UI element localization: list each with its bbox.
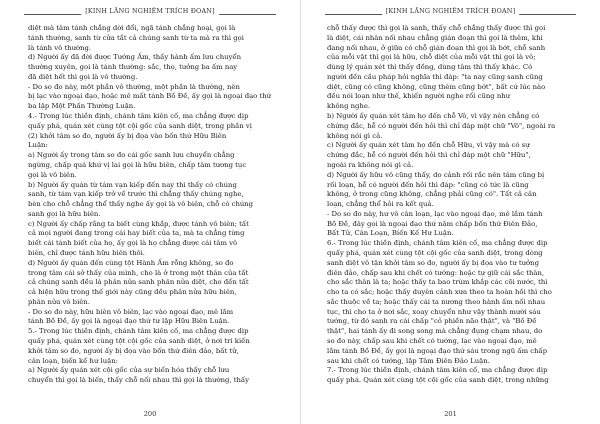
text-line: 7.- Trong lúc thiền định, chánh tâm kiên cố, ma chẳng được dịp	[327, 366, 548, 375]
text-line: chuyển thì gọi là biến, thấy chỗ nối nhau thì gọi là thường, thấy	[28, 376, 249, 385]
text-line: Bồ Đề, đây gọi là ngoại đạo thứ năm chấp bốn thứ Điên Đảo,	[327, 219, 538, 228]
text-line: biên, chỉ được tánh hữu biên thôi.	[28, 248, 145, 257]
text-line: so đo này, chấp sau khi chết có tướng, lạc vào ngoại đạo, mê	[327, 337, 537, 345]
text-line: không nói gì cả.	[327, 131, 383, 140]
text-line: chứng đắc, hễ có người đến hỏi thì chỉ đáp một chữ "Hữu",	[327, 151, 531, 160]
text-line: thường xuyên, gọi là tánh thường: sắc, thọ, tưởng ba ấm nay	[28, 63, 238, 72]
text-line: a) Người ấy trong tâm so đo cái gốc sanh lưu chuyển chẳng	[28, 151, 235, 160]
text-line: trong tâm cái sở thấy của mình, cho là ở trong một thân của tất	[28, 268, 249, 277]
text-line: dùng lý quán xét thì thấy đồng, dùng tâm thì thấy khác. Có	[327, 63, 533, 72]
text-line: tánh thường, sanh từ cửa tắt cả chúng sanh từ ta mà ra thì gọi	[28, 33, 244, 42]
text-line: tướng, từ đó sanh ra cái chấp "cỏ phiền não thật", và "Bồ Đề	[327, 317, 537, 326]
text-line: 6.- Trong lúc thiền định, chánh tâm kiên cố, ma chẳng được dịp	[327, 239, 548, 248]
text-line: bèn cho chỗ chẳng thể thấy nghe ấy gọi là vô biên, chỗ có chúng	[28, 200, 254, 209]
text-line: tục, thì cho ta ở nơi sắc, xoay chuyển như vậy thành mười sáu	[327, 307, 541, 316]
text-line: 4.- Trong lúc thiền định, chánh tâm kiên cố, ma chẳng được dịp	[28, 112, 249, 121]
text-line: đang nối nhau, ở giữa có chỗ gián đoạn thì gọi là bớt, chỗ sanh	[327, 43, 546, 52]
text-line: đều nói loạn như thế, khiến người nghe rối cũng như	[327, 92, 511, 101]
text-line: bị lạc vào ngoại đạo, hoặc mê mất tánh Bồ Đề, ấy gọi là ngoại đạo thứ	[28, 92, 272, 101]
text-line: cho sắc thân là ta; hoặc thấy ta bao trùm khắp các cõi nước, thì	[327, 278, 548, 287]
text-line: cho ta có sắc; hoặc thấy duyên cảnh xưa theo ta hoàn hồi thì cho	[327, 288, 552, 297]
text-line: 5.- Trong lúc thiền định, chánh tâm kiên cố, ma chẳng được dịp	[28, 327, 249, 336]
page-text	[28, 24, 276, 404]
text-line: tánh Bồ Đề, ấy gọi là ngoại đạo thứ tư lập Hữu Biên Luận.	[28, 317, 230, 326]
header-title: [KINH LĂNG NGHIÊM TRÍCH ĐOẠN]	[382, 7, 520, 15]
running-header	[24, 6, 276, 22]
text-line: sanh diệt vô tận khởi tâm so đo, người ấy bị đọa vào tư tưởng	[327, 258, 539, 267]
text-line: quấy phá, quán xét cùng tột cội gốc của sanh diệt, trong dòng	[327, 248, 543, 257]
text-line: d) Người ấy đã đời được Tướng Ấm, thấy hành ấm lưu chuyển	[28, 53, 242, 62]
text-line: ngoài ra không nói gì cả.	[327, 160, 414, 169]
running-header	[325, 6, 576, 22]
text-line: diệt, cũng có cũng không, cũng thêm cũng bớt", bất cứ lúc nào	[327, 82, 546, 91]
text-line: cả chúng sanh đều là phân nửa sanh phân nửa diệt, cho đến tất	[28, 278, 249, 287]
text-line: ngừng, chấp quá khứ vị lai gọi là hữu biên, chấp tâm tương tục	[28, 160, 247, 169]
text-line: quấy phá. Quán xét cùng tột cội gốc của sanh diệt, trong những	[327, 376, 549, 385]
page-text	[327, 24, 574, 404]
text-line: sắc thuộc về ta; hoặc thấy cái ta nương theo hành ấm nối nhau	[327, 297, 546, 306]
text-line: sau khi chết có tướng, lập Tâm Điên Đảo Luận.	[327, 356, 490, 365]
text-line: Bất Tử, Cân Loạn, Biến Kế Hư Luận.	[327, 229, 454, 238]
text-line: không nghe.	[327, 102, 371, 111]
text-line: là tánh vô thường.	[28, 43, 92, 52]
text-line: của mỗi vật thì gọi là hữu, chỗ diệt của mỗi vật thì gọi là vô;	[327, 53, 536, 62]
page-number: 201	[444, 410, 457, 418]
text-line: diệt mà tâm tánh chẳng dời đổi, ngã tánh chẳng hoại, gọi là	[28, 24, 236, 32]
text-line: là diệt, cái nhân nối nhau chẳng gián đoạn thì gọi là thêm, khi	[327, 33, 543, 42]
text-line: phân nửa vô biên.	[28, 297, 90, 306]
text-line: không, ở trong cũng không, chẳng phải cũng có". Tất cả cân	[327, 190, 537, 199]
text-line: rối loạn, hễ có người đến hỏi thì đáp: "cũng có tức là cũng	[327, 180, 529, 189]
page-number: 200	[143, 410, 157, 418]
text-line: (2) khởi tâm so đo, người ấy bị đọa vào bốn thứ Hữu Biên	[28, 131, 227, 140]
text-line: sanh, từ tám vạn kiếp trở về trước thì chẳng thấy chúng nghe,	[28, 190, 244, 199]
text-line: quấy phá, quán xét cùng tột cội gốc của sanh diệt, ở nơi tri kiến	[28, 337, 250, 345]
text-line: - Do so đo này, hữu biên vô biên, lạc vào ngoại đạo, mê lầm	[28, 307, 234, 316]
text-line: đã diệt hết thì gọi là vô thường.	[28, 72, 138, 81]
text-line: cả mọi người đang trong cái hay biết của ta, mà ta chẳng từng	[28, 229, 245, 238]
text-line: - Do so đo này, hư vô cân loạn, lạc vào ngoại đạo, mê lầm tánh	[327, 209, 543, 218]
text-line: sanh gọi là hữu biên.	[28, 209, 101, 218]
text-line: loạn, chẳng thể hỏi ra kết quả.	[327, 200, 434, 209]
text-line: - Do so đo này, một phần vô thường, một phần là thường, nên	[28, 82, 240, 91]
text-line: c) Người ấy quán xét tâm họ đến chỗ Hữu, vì vậy mà có sự	[327, 141, 530, 150]
text-line: chỗ thấy được thì gọi là sanh, thấy chỗ chẳng thấy được thì gọi	[327, 24, 546, 32]
text-line: điên đảo, chấp sau khi chết có tướng: hoặc tự giữ cái sắc thân,	[327, 268, 545, 277]
text-line: d) Người ấy quán đến cùng tột Hành Ấm rỗng không, so đo	[28, 258, 234, 267]
header-title: [KINH LĂNG NGHIÊM TRÍCH ĐOẠN]	[81, 7, 219, 15]
text-line: biết cái tánh biết của họ, ấy gọi là họ chẳng được cái tâm vô	[28, 239, 238, 248]
text-line: quấy phá, quán xét cùng tột cội gốc của sanh diệt, trong phần vị	[28, 121, 252, 130]
text-line: lầm tánh Bồ Đề, ấy gọi là ngoại đạo thứ sáu trong ngũ ấm chấp	[327, 346, 548, 355]
text-line: gọi là vô biên.	[28, 170, 77, 179]
text-line: ba lập Một Phần Thường Luận.	[28, 102, 136, 111]
text-line: d) Người ấy hữu vô cũng thấy, do cảnh rối rắc nên tâm cũng bị	[327, 170, 545, 179]
text-line: cân loạn, biến kế hư luận:	[28, 356, 118, 365]
text-line: a) Người ấy quán xét cội gốc của sự biến hóa thấy chỗ lưu	[28, 366, 230, 375]
text-line: b) Người ấy quán từ tám vạn kiếp đến nay thì thấy có chúng	[28, 180, 237, 189]
text-line: người đến cầu pháp hỏi nghĩa thì đáp: "ta nay cũng sanh cũng	[327, 72, 543, 81]
text-line: b) Người ấy quán xét tâm họ đến chỗ Vô, vì vậy nên chẳng có	[327, 112, 540, 121]
text-line: khởi tâm so đo, người ấy bị đọa vào bốn thứ điên đảo, bất tử,	[28, 346, 239, 355]
text-line: thật", hai tánh ấy đi song song mà chẳng đụng chạm nhau, do	[327, 327, 543, 336]
right-page	[300, 0, 600, 424]
text-line: Luận:	[28, 141, 48, 150]
text-line: chứng đắc, hễ có người đến hỏi thì chỉ đáp một chữ "Vô", ngoài ra	[327, 121, 556, 130]
text-line: cả hiện hữu trong thế giới này cũng đều phân nửa hữu biên,	[28, 288, 237, 297]
text-line: c) Người ấy chấp rằng ta biết cùng khắp, được tánh vô biên; tất	[28, 219, 249, 228]
